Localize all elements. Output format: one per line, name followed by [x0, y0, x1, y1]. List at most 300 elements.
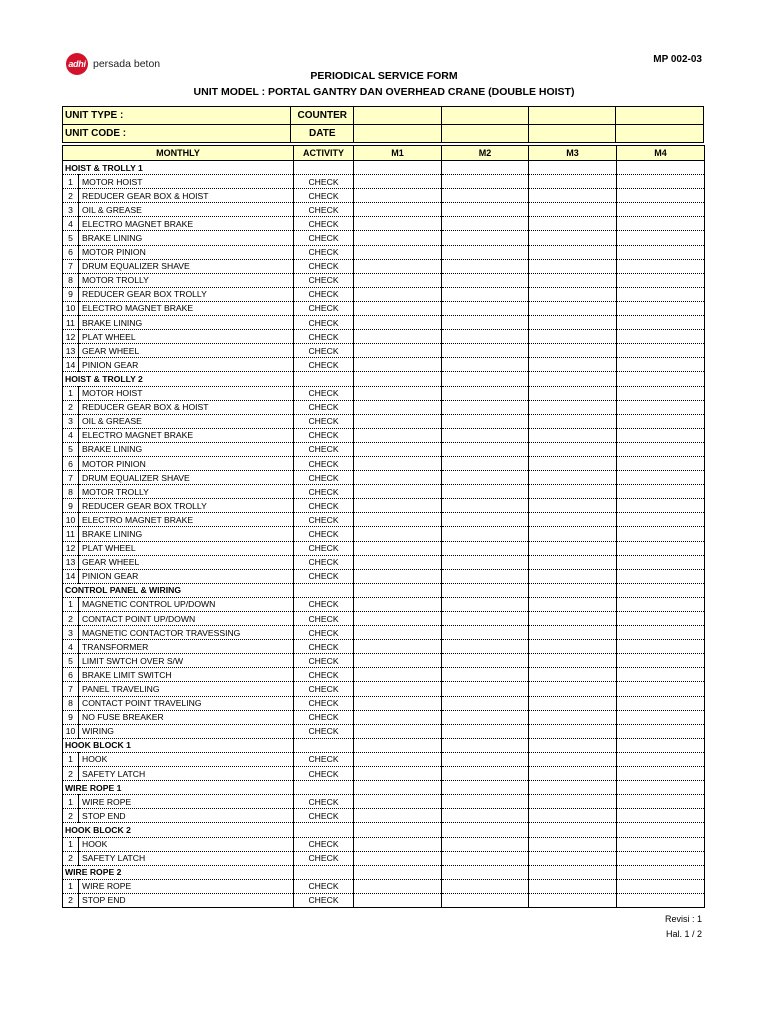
month-check-cell[interactable]	[442, 400, 529, 414]
item-number: 2	[63, 851, 79, 865]
item-activity: CHECK	[294, 893, 354, 907]
item-activity: CHECK	[294, 527, 354, 541]
month-check-cell[interactable]	[354, 879, 442, 893]
month-check-cell[interactable]	[617, 668, 705, 682]
month-check-cell[interactable]	[354, 541, 442, 555]
month-check-cell[interactable]	[529, 795, 617, 809]
month-check-cell[interactable]	[529, 640, 617, 654]
month-check-cell[interactable]	[354, 513, 442, 527]
month-check-cell[interactable]	[617, 823, 705, 837]
table-row	[63, 245, 705, 259]
item-number: 3	[63, 626, 79, 640]
month-check-cell[interactable]	[617, 879, 705, 893]
month-check-cell[interactable]	[442, 569, 529, 583]
month-check-cell[interactable]	[354, 316, 442, 330]
month-check-cell[interactable]	[529, 555, 617, 569]
item-activity: CHECK	[294, 344, 354, 358]
month-check-cell[interactable]	[617, 301, 705, 315]
item-name: DRUM EQUALIZER SHAVE	[79, 259, 294, 273]
month-check-cell[interactable]	[354, 386, 442, 400]
item-number: 1	[63, 879, 79, 893]
month-check-cell[interactable]	[354, 640, 442, 654]
month-check-cell[interactable]	[442, 597, 529, 611]
month-check-cell[interactable]	[354, 767, 442, 781]
month-check-cell[interactable]	[617, 175, 705, 189]
month-check-cell[interactable]	[617, 161, 705, 175]
item-name: TRANSFORMER	[79, 640, 294, 654]
item-name: MOTOR HOIST	[79, 386, 294, 400]
month-check-cell[interactable]	[529, 273, 617, 287]
item-activity: CHECK	[294, 752, 354, 766]
table-row	[63, 358, 705, 372]
month-check-cell[interactable]	[354, 175, 442, 189]
month-check-cell[interactable]	[617, 555, 705, 569]
month-check-cell[interactable]	[529, 414, 617, 428]
table-row	[63, 471, 705, 485]
month-check-cell[interactable]	[617, 597, 705, 611]
month-check-cell[interactable]	[529, 837, 617, 851]
item-activity: CHECK	[294, 217, 354, 231]
month-check-cell[interactable]	[529, 710, 617, 724]
table-row	[63, 893, 705, 907]
month-check-cell[interactable]	[442, 527, 529, 541]
month-check-cell[interactable]	[529, 287, 617, 301]
item-activity: CHECK	[294, 612, 354, 626]
month-check-cell[interactable]	[354, 442, 442, 456]
month-check-cell[interactable]	[442, 626, 529, 640]
item-activity: CHECK	[294, 626, 354, 640]
month-check-cell[interactable]	[442, 386, 529, 400]
month-check-cell[interactable]	[354, 372, 442, 386]
month-check-cell[interactable]	[354, 471, 442, 485]
month-check-cell[interactable]	[529, 752, 617, 766]
month-check-cell[interactable]	[617, 485, 705, 499]
month-check-cell[interactable]	[529, 809, 617, 823]
month-check-cell[interactable]	[442, 161, 529, 175]
item-name: ELECTRO MAGNET BRAKE	[79, 513, 294, 527]
item-number: 14	[63, 358, 79, 372]
activity-cell	[294, 865, 354, 879]
table-row	[63, 428, 705, 442]
service-checklist-table	[62, 145, 705, 908]
unit-type-label: UNIT TYPE :	[63, 107, 291, 125]
month-check-cell[interactable]	[442, 541, 529, 555]
month-check-cell[interactable]	[529, 513, 617, 527]
section-row	[63, 823, 705, 837]
month-check-cell[interactable]	[617, 287, 705, 301]
item-activity: CHECK	[294, 696, 354, 710]
item-number: 13	[63, 555, 79, 569]
month-check-cell[interactable]	[529, 781, 617, 795]
month-check-cell[interactable]	[617, 273, 705, 287]
table-row	[63, 809, 705, 823]
info-field[interactable]	[529, 125, 616, 143]
month-check-cell[interactable]	[529, 344, 617, 358]
item-name: NO FUSE BREAKER	[79, 710, 294, 724]
month-check-cell[interactable]	[354, 795, 442, 809]
month-check-cell[interactable]	[354, 189, 442, 203]
month-check-cell[interactable]	[529, 499, 617, 513]
month-check-cell[interactable]	[442, 640, 529, 654]
month-check-cell[interactable]	[529, 527, 617, 541]
item-number: 1	[63, 386, 79, 400]
month-check-cell[interactable]	[617, 428, 705, 442]
month-check-cell[interactable]	[529, 879, 617, 893]
month-check-cell[interactable]	[617, 442, 705, 456]
month-check-cell[interactable]	[617, 767, 705, 781]
month-check-cell[interactable]	[617, 414, 705, 428]
month-check-cell[interactable]	[617, 640, 705, 654]
month-check-cell[interactable]	[442, 344, 529, 358]
month-check-cell[interactable]	[354, 161, 442, 175]
item-name: STOP END	[79, 809, 294, 823]
activity-cell	[294, 583, 354, 597]
month-check-cell[interactable]	[529, 316, 617, 330]
month-check-cell[interactable]	[442, 217, 529, 231]
month-check-cell[interactable]	[617, 569, 705, 583]
item-activity: CHECK	[294, 795, 354, 809]
item-number: 9	[63, 287, 79, 301]
table-row	[63, 795, 705, 809]
month-check-cell[interactable]	[529, 696, 617, 710]
month-check-cell[interactable]	[617, 837, 705, 851]
month-check-cell[interactable]	[442, 781, 529, 795]
month-check-cell[interactable]	[442, 316, 529, 330]
month-check-cell[interactable]	[354, 865, 442, 879]
month-check-cell[interactable]	[442, 245, 529, 259]
month-check-cell[interactable]	[617, 513, 705, 527]
month-check-cell[interactable]	[442, 499, 529, 513]
month-check-cell[interactable]	[617, 583, 705, 597]
page-number: Hal. 1 / 2	[665, 929, 702, 939]
item-name: PLAT WHEEL	[79, 541, 294, 555]
month-check-cell[interactable]	[529, 442, 617, 456]
month-check-cell[interactable]	[529, 189, 617, 203]
table-row	[63, 330, 705, 344]
month-check-cell[interactable]	[442, 259, 529, 273]
table-row	[63, 203, 705, 217]
item-activity: CHECK	[294, 597, 354, 611]
col-m2: M2	[442, 146, 529, 161]
month-check-cell[interactable]	[442, 893, 529, 907]
info-field[interactable]	[616, 125, 704, 143]
section-row	[63, 161, 705, 175]
item-activity: CHECK	[294, 485, 354, 499]
month-check-cell[interactable]	[442, 767, 529, 781]
month-check-cell[interactable]	[442, 668, 529, 682]
item-number: 1	[63, 837, 79, 851]
month-check-cell[interactable]	[354, 358, 442, 372]
month-check-cell[interactable]	[617, 400, 705, 414]
month-check-cell[interactable]	[529, 301, 617, 315]
month-check-cell[interactable]	[442, 287, 529, 301]
month-check-cell[interactable]	[442, 724, 529, 738]
month-check-cell[interactable]	[529, 231, 617, 245]
month-check-cell[interactable]	[529, 372, 617, 386]
month-check-cell[interactable]	[354, 893, 442, 907]
month-check-cell[interactable]	[442, 795, 529, 809]
month-check-cell[interactable]	[354, 710, 442, 724]
item-number: 2	[63, 189, 79, 203]
month-check-cell[interactable]	[442, 358, 529, 372]
month-check-cell[interactable]	[529, 217, 617, 231]
month-check-cell[interactable]	[617, 752, 705, 766]
item-number: 10	[63, 301, 79, 315]
unit-info-table	[62, 106, 704, 143]
item-name: MOTOR PINION	[79, 245, 294, 259]
month-check-cell[interactable]	[442, 738, 529, 752]
month-check-cell[interactable]	[617, 203, 705, 217]
item-activity: CHECK	[294, 710, 354, 724]
month-check-cell[interactable]	[529, 893, 617, 907]
month-check-cell[interactable]	[617, 386, 705, 400]
month-check-cell[interactable]	[354, 344, 442, 358]
item-activity: CHECK	[294, 767, 354, 781]
month-check-cell[interactable]	[617, 456, 705, 470]
month-check-cell[interactable]	[617, 541, 705, 555]
month-check-cell[interactable]	[442, 696, 529, 710]
month-check-cell[interactable]	[617, 682, 705, 696]
month-check-cell[interactable]	[354, 724, 442, 738]
month-check-cell[interactable]	[529, 569, 617, 583]
month-check-cell[interactable]	[617, 217, 705, 231]
month-check-cell[interactable]	[617, 851, 705, 865]
item-name: DRUM EQUALIZER SHAVE	[79, 471, 294, 485]
info-field[interactable]	[441, 125, 528, 143]
item-name: CONTACT POINT TRAVELING	[79, 696, 294, 710]
month-check-cell[interactable]	[442, 372, 529, 386]
month-check-cell[interactable]	[354, 273, 442, 287]
month-check-cell[interactable]	[354, 287, 442, 301]
month-check-cell[interactable]	[354, 738, 442, 752]
month-check-cell[interactable]	[354, 301, 442, 315]
month-check-cell[interactable]	[529, 541, 617, 555]
month-check-cell[interactable]	[442, 273, 529, 287]
month-check-cell[interactable]	[617, 316, 705, 330]
month-check-cell[interactable]	[617, 865, 705, 879]
month-check-cell[interactable]	[529, 767, 617, 781]
month-check-cell[interactable]	[529, 583, 617, 597]
item-activity: CHECK	[294, 471, 354, 485]
month-check-cell[interactable]	[529, 471, 617, 485]
month-check-cell[interactable]	[354, 668, 442, 682]
month-check-cell[interactable]	[617, 330, 705, 344]
table-row	[63, 231, 705, 245]
month-check-cell[interactable]	[442, 189, 529, 203]
month-check-cell[interactable]	[529, 724, 617, 738]
month-check-cell[interactable]	[354, 555, 442, 569]
table-row	[63, 654, 705, 668]
item-activity: CHECK	[294, 231, 354, 245]
month-check-cell[interactable]	[617, 710, 705, 724]
month-check-cell[interactable]	[354, 851, 442, 865]
month-check-cell[interactable]	[442, 428, 529, 442]
month-check-cell[interactable]	[617, 499, 705, 513]
month-check-cell[interactable]	[354, 245, 442, 259]
month-check-cell[interactable]	[442, 823, 529, 837]
month-check-cell[interactable]	[442, 175, 529, 189]
month-check-cell[interactable]	[617, 696, 705, 710]
item-name: MAGNETIC CONTROL UP/DOWN	[79, 597, 294, 611]
item-name: OIL & GREASE	[79, 414, 294, 428]
month-check-cell[interactable]	[354, 217, 442, 231]
item-activity: CHECK	[294, 203, 354, 217]
month-check-cell[interactable]	[354, 823, 442, 837]
month-check-cell[interactable]	[617, 372, 705, 386]
month-check-cell[interactable]	[442, 682, 529, 696]
section-title: HOIST & TROLLY 1	[63, 161, 294, 175]
month-check-cell[interactable]	[442, 231, 529, 245]
month-check-cell[interactable]	[442, 414, 529, 428]
date-field[interactable]	[354, 125, 441, 143]
month-check-cell[interactable]	[354, 456, 442, 470]
month-check-cell[interactable]	[529, 654, 617, 668]
month-check-cell[interactable]	[442, 837, 529, 851]
item-number: 12	[63, 541, 79, 555]
month-check-cell[interactable]	[617, 358, 705, 372]
month-check-cell[interactable]	[442, 555, 529, 569]
item-number: 7	[63, 682, 79, 696]
month-check-cell[interactable]	[354, 400, 442, 414]
month-check-cell[interactable]	[529, 245, 617, 259]
month-check-cell[interactable]	[617, 245, 705, 259]
table-row	[63, 541, 705, 555]
month-check-cell[interactable]	[617, 781, 705, 795]
month-check-cell[interactable]	[354, 583, 442, 597]
month-check-cell[interactable]	[442, 879, 529, 893]
month-check-cell[interactable]	[354, 626, 442, 640]
month-check-cell[interactable]	[354, 654, 442, 668]
activity-cell	[294, 161, 354, 175]
month-check-cell[interactable]	[442, 471, 529, 485]
info-field[interactable]	[529, 107, 616, 125]
month-check-cell[interactable]	[529, 175, 617, 189]
month-check-cell[interactable]	[529, 203, 617, 217]
month-check-cell[interactable]	[617, 738, 705, 752]
item-activity: CHECK	[294, 809, 354, 823]
month-check-cell[interactable]	[529, 330, 617, 344]
unit-code-label: UNIT CODE :	[63, 125, 291, 143]
month-check-cell[interactable]	[529, 400, 617, 414]
month-check-cell[interactable]	[354, 485, 442, 499]
month-check-cell[interactable]	[529, 612, 617, 626]
month-check-cell[interactable]	[354, 781, 442, 795]
month-check-cell[interactable]	[354, 428, 442, 442]
month-check-cell[interactable]	[442, 809, 529, 823]
month-check-cell[interactable]	[354, 837, 442, 851]
month-check-cell[interactable]	[529, 386, 617, 400]
item-activity: CHECK	[294, 428, 354, 442]
month-check-cell[interactable]	[617, 231, 705, 245]
month-check-cell[interactable]	[617, 259, 705, 273]
month-check-cell[interactable]	[354, 752, 442, 766]
info-field[interactable]	[616, 107, 704, 125]
month-check-cell[interactable]	[529, 428, 617, 442]
month-check-cell[interactable]	[529, 738, 617, 752]
month-check-cell[interactable]	[442, 865, 529, 879]
month-check-cell[interactable]	[442, 752, 529, 766]
month-check-cell[interactable]	[442, 330, 529, 344]
table-row	[63, 414, 705, 428]
month-check-cell[interactable]	[529, 259, 617, 273]
item-name: GEAR WHEEL	[79, 344, 294, 358]
month-check-cell[interactable]	[442, 485, 529, 499]
month-check-cell[interactable]	[354, 231, 442, 245]
month-check-cell[interactable]	[354, 330, 442, 344]
month-check-cell[interactable]	[617, 344, 705, 358]
month-check-cell[interactable]	[617, 471, 705, 485]
info-field[interactable]	[441, 107, 528, 125]
month-check-cell[interactable]	[442, 442, 529, 456]
month-check-cell[interactable]	[354, 696, 442, 710]
month-check-cell[interactable]	[354, 414, 442, 428]
month-check-cell[interactable]	[617, 612, 705, 626]
item-name: CONTACT POINT UP/DOWN	[79, 612, 294, 626]
month-check-cell[interactable]	[442, 851, 529, 865]
month-check-cell[interactable]	[354, 499, 442, 513]
month-check-cell[interactable]	[617, 893, 705, 907]
month-check-cell[interactable]	[529, 161, 617, 175]
month-check-cell[interactable]	[442, 583, 529, 597]
item-activity: CHECK	[294, 837, 354, 851]
table-row	[63, 851, 705, 865]
month-check-cell[interactable]	[617, 795, 705, 809]
month-check-cell[interactable]	[354, 569, 442, 583]
month-check-cell[interactable]	[529, 865, 617, 879]
month-check-cell[interactable]	[617, 654, 705, 668]
month-check-cell[interactable]	[354, 682, 442, 696]
month-check-cell[interactable]	[354, 527, 442, 541]
item-number: 10	[63, 513, 79, 527]
month-check-cell[interactable]	[442, 710, 529, 724]
month-check-cell[interactable]	[354, 259, 442, 273]
month-check-cell[interactable]	[617, 527, 705, 541]
counter-field[interactable]	[354, 107, 441, 125]
month-check-cell[interactable]	[529, 823, 617, 837]
month-check-cell[interactable]	[529, 485, 617, 499]
month-check-cell[interactable]	[442, 456, 529, 470]
table-row	[63, 612, 705, 626]
month-check-cell[interactable]	[529, 668, 617, 682]
item-name: ELECTRO MAGNET BRAKE	[79, 217, 294, 231]
table-row	[63, 189, 705, 203]
document-code: MP 002-03	[653, 54, 702, 65]
month-check-cell[interactable]	[617, 189, 705, 203]
month-check-cell[interactable]	[617, 724, 705, 738]
month-check-cell[interactable]	[354, 203, 442, 217]
month-check-cell[interactable]	[529, 358, 617, 372]
month-check-cell[interactable]	[617, 809, 705, 823]
item-activity: CHECK	[294, 640, 354, 654]
month-check-cell[interactable]	[529, 851, 617, 865]
month-check-cell[interactable]	[354, 809, 442, 823]
month-check-cell[interactable]	[354, 597, 442, 611]
month-check-cell[interactable]	[442, 203, 529, 217]
month-check-cell[interactable]	[529, 597, 617, 611]
month-check-cell[interactable]	[442, 301, 529, 315]
month-check-cell[interactable]	[617, 626, 705, 640]
month-check-cell[interactable]	[529, 682, 617, 696]
item-name: PINION GEAR	[79, 569, 294, 583]
column-header-row	[63, 146, 705, 161]
month-check-cell[interactable]	[442, 654, 529, 668]
month-check-cell[interactable]	[442, 612, 529, 626]
month-check-cell[interactable]	[354, 612, 442, 626]
month-check-cell[interactable]	[529, 456, 617, 470]
month-check-cell[interactable]	[442, 513, 529, 527]
item-name: REDUCER GEAR BOX TROLLY	[79, 287, 294, 301]
month-check-cell[interactable]	[529, 626, 617, 640]
